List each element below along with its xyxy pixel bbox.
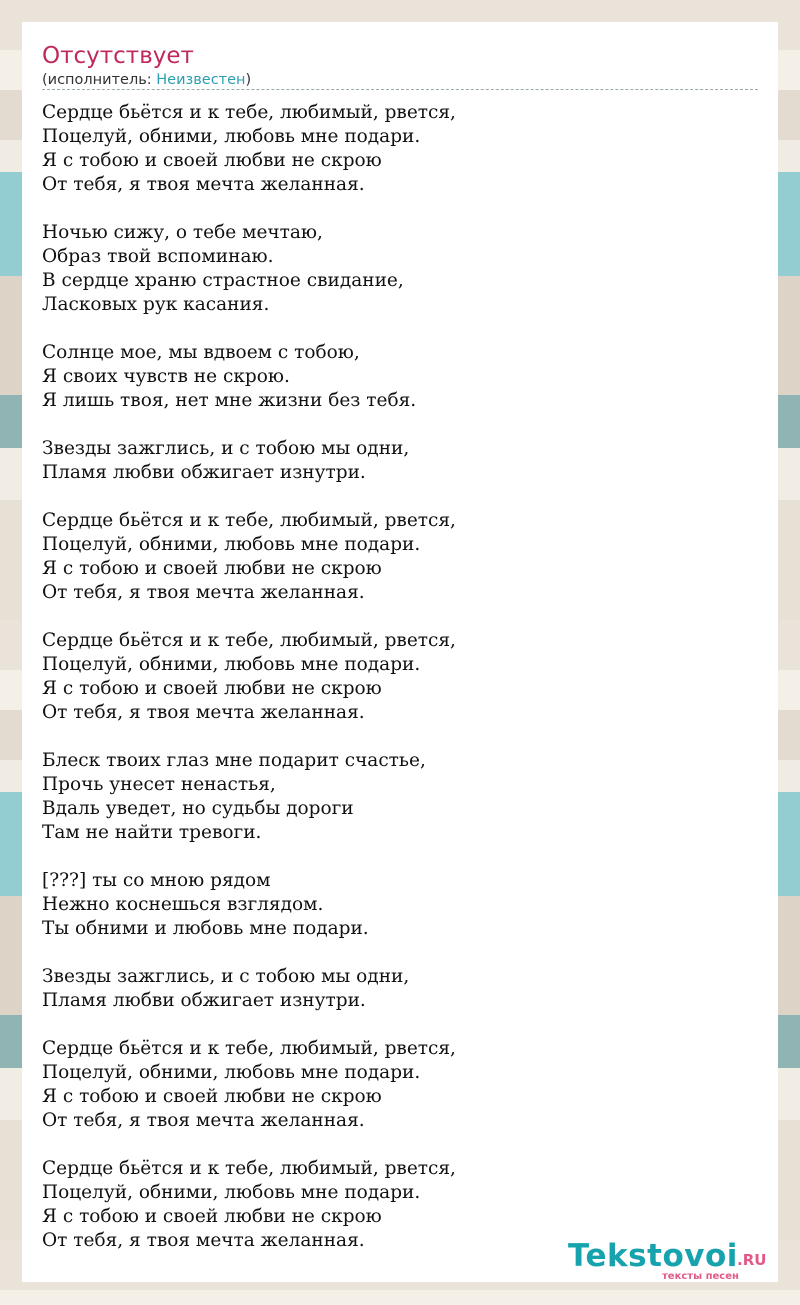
lyrics-line: Сердце бьётся и к тебе, любимый, рвется, <box>42 630 456 651</box>
lyrics-line: Блеск твоих глаз мне подарит счастье, <box>42 750 426 771</box>
lyrics-line: Звезды зажглись, и с тобою мы одни, <box>42 966 410 987</box>
artist-suffix: ) <box>245 72 252 88</box>
lyrics-text <box>42 101 456 1253</box>
lyrics-line: Пламя любви обжигает изнутри. <box>42 462 366 483</box>
song-title: Отсутствует <box>42 43 194 69</box>
lyrics-line: Вдаль уведет, но судьбы дороги <box>42 798 354 819</box>
lyrics-card <box>22 22 778 1282</box>
artist-prefix: (исполнитель: <box>42 72 157 88</box>
site-logo[interactable] <box>568 1238 778 1282</box>
lyrics-line: Я с тобою и своей любви не скрою <box>42 150 382 171</box>
lyrics-line: Сердце бьётся и к тебе, любимый, рвется, <box>42 102 456 123</box>
lyrics-line: Я с тобою и своей любви не скрою <box>42 1086 382 1107</box>
lyrics-line: Солнце мое, мы вдвоем с тобою, <box>42 342 360 363</box>
lyrics-line: Сердце бьётся и к тебе, любимый, рвется, <box>42 1158 456 1179</box>
lyrics-line: Нежно коснешься взглядом. <box>42 894 324 915</box>
lyrics-line: От тебя, я твоя мечта желанная. <box>42 1110 365 1131</box>
lyrics-line: Ты обними и любовь мне подари. <box>42 918 369 939</box>
lyrics-stanza <box>42 1037 456 1133</box>
lyrics-line: Ночью сижу, о тебе мечтаю, <box>42 222 323 243</box>
lyrics-line: От тебя, я твоя мечта желанная. <box>42 702 365 723</box>
lyrics-line: Поцелуй, обними, любовь мне подари. <box>42 126 421 147</box>
lyrics-line: Я с тобою и своей любви не скрою <box>42 1206 382 1227</box>
logo-tld: .RU <box>737 1251 767 1269</box>
lyrics-stanza <box>42 437 456 485</box>
lyrics-stanza <box>42 1157 456 1253</box>
lyrics-line: Я с тобою и своей любви не скрою <box>42 678 382 699</box>
lyrics-line: От тебя, я твоя мечта желанная. <box>42 1230 365 1251</box>
lyrics-stanza <box>42 629 456 725</box>
lyrics-line: Пламя любви обжигает изнутри. <box>42 990 366 1011</box>
lyrics-line: Сердце бьётся и к тебе, любимый, рвется, <box>42 1038 456 1059</box>
artist-link[interactable]: Неизвестен <box>156 72 246 88</box>
lyrics-line: [???] ты со мною рядом <box>42 870 271 891</box>
lyrics-line: Я своих чувств не скрою. <box>42 366 290 387</box>
lyrics-line: Я лишь твоя, нет мне жизни без тебя. <box>42 390 417 411</box>
logo-name: Tekstovoi <box>568 1238 738 1274</box>
lyrics-line: Поцелуй, обними, любовь мне подари. <box>42 1182 421 1203</box>
lyrics-line: Там не найти тревоги. <box>42 822 262 843</box>
lyrics-line: Ласковых рук касания. <box>42 294 270 315</box>
lyrics-line: От тебя, я твоя мечта желанная. <box>42 174 365 195</box>
lyrics-stanza <box>42 101 456 197</box>
lyrics-stanza <box>42 869 456 941</box>
lyrics-stanza <box>42 341 456 413</box>
lyrics-line: Прочь унесет ненастья, <box>42 774 276 795</box>
lyrics-line: В сердце храню страстное свидание, <box>42 270 404 291</box>
logo-tagline: тексты песен <box>662 1271 739 1282</box>
lyrics-line: Образ твой вспоминаю. <box>42 246 274 267</box>
title-divider <box>42 89 758 90</box>
lyrics-stanza <box>42 965 456 1013</box>
lyrics-line: От тебя, я твоя мечта желанная. <box>42 582 365 603</box>
lyrics-line: Сердце бьётся и к тебе, любимый, рвется, <box>42 510 456 531</box>
lyrics-line: Поцелуй, обними, любовь мне подари. <box>42 534 421 555</box>
lyrics-line: Звезды зажглись, и с тобою мы одни, <box>42 438 410 459</box>
lyrics-stanza <box>42 509 456 605</box>
artist-line <box>42 71 251 89</box>
lyrics-stanza <box>42 749 456 845</box>
lyrics-line: Поцелуй, обними, любовь мне подари. <box>42 1062 421 1083</box>
lyrics-line: Я с тобою и своей любви не скрою <box>42 558 382 579</box>
lyrics-line: Поцелуй, обними, любовь мне подари. <box>42 654 421 675</box>
lyrics-stanza <box>42 221 456 317</box>
